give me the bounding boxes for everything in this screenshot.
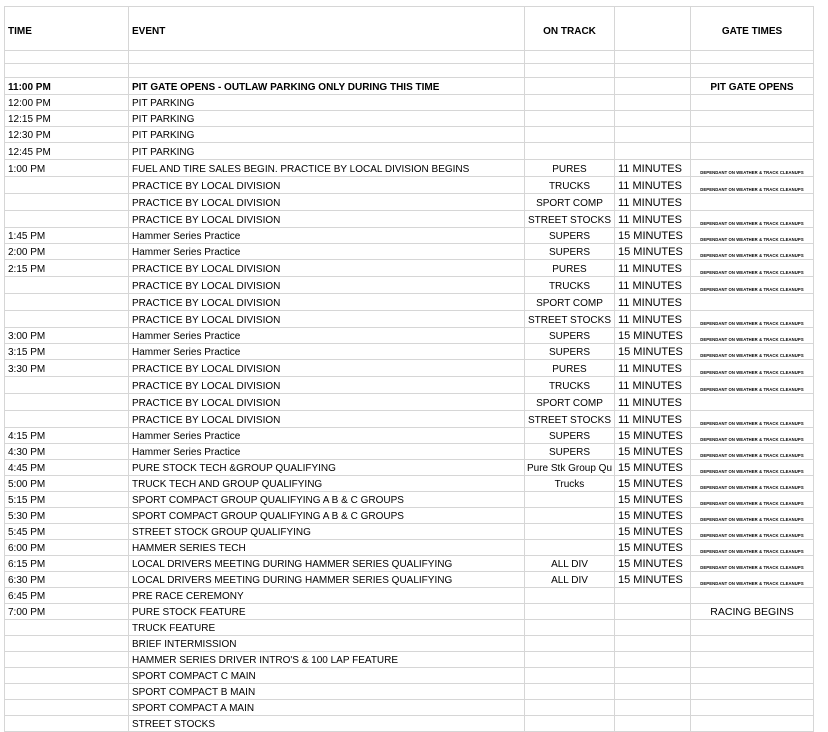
event-cell[interactable]: PRACTICE BY LOCAL DIVISION xyxy=(128,411,524,427)
time-cell[interactable]: 4:15 PM xyxy=(4,428,128,443)
event-cell[interactable]: Hammer Series Practice xyxy=(128,244,524,259)
event-cell[interactable]: HAMMER SERIES DRIVER INTRO'S & 100 LAP FEATURE xyxy=(128,652,524,667)
table-row xyxy=(4,260,814,277)
gate-time-cell[interactable]: DEPENDANT ON WEATHER & TRACK CLEANUPS xyxy=(690,492,814,507)
time-cell[interactable]: 6:00 PM xyxy=(4,540,128,555)
event-cell[interactable]: HAMMER SERIES TECH xyxy=(128,540,524,555)
duration-cell[interactable]: 15 MINUTES xyxy=(614,492,690,507)
duration-cell[interactable]: 11 MINUTES xyxy=(614,377,690,393)
table-row xyxy=(4,620,814,636)
time-cell[interactable] xyxy=(4,411,128,427)
gate-time-cell[interactable]: DEPENDANT ON WEATHER & TRACK CLEANUPS xyxy=(690,228,814,243)
event-cell[interactable]: SPORT COMPACT A MAIN xyxy=(128,700,524,715)
on-track-cell[interactable] xyxy=(524,51,614,63)
event-cell[interactable]: PRACTICE BY LOCAL DIVISION xyxy=(128,177,524,193)
duration-cell[interactable]: 11 MINUTES xyxy=(614,360,690,376)
time-cell[interactable]: 12:00 PM xyxy=(4,95,128,110)
duration-cell[interactable] xyxy=(614,716,690,731)
table-row xyxy=(4,95,814,111)
on-track-cell[interactable]: SUPERS xyxy=(524,328,614,343)
gate-time-cell[interactable] xyxy=(690,51,814,63)
duration-cell[interactable]: 15 MINUTES xyxy=(614,428,690,443)
event-cell[interactable]: PRE RACE CEREMONY xyxy=(128,588,524,603)
table-row xyxy=(4,344,814,360)
header-event[interactable]: EVENT xyxy=(128,7,524,50)
gate-time-cell[interactable]: DEPENDANT ON WEATHER & TRACK CLEANUPS xyxy=(690,377,814,393)
event-cell[interactable] xyxy=(128,64,524,77)
on-track-cell[interactable]: Trucks xyxy=(524,476,614,491)
on-track-cell[interactable]: ALL DIV xyxy=(524,556,614,571)
gate-time-cell[interactable] xyxy=(690,143,814,159)
event-cell[interactable]: PIT PARKING xyxy=(128,127,524,142)
table-row xyxy=(4,524,814,540)
gate-time-cell[interactable]: DEPENDANT ON WEATHER & TRACK CLEANUPS xyxy=(690,160,814,176)
table-row xyxy=(4,556,814,572)
gate-time-cell[interactable]: DEPENDANT ON WEATHER & TRACK CLEANUPS xyxy=(690,476,814,491)
gate-time-cell[interactable] xyxy=(690,95,814,110)
header-duration[interactable] xyxy=(614,7,690,50)
time-cell[interactable] xyxy=(4,652,128,667)
table-row xyxy=(4,377,814,394)
event-cell[interactable]: SPORT COMPACT GROUP QUALIFYING A B & C GROUPS xyxy=(128,492,524,507)
on-track-cell[interactable] xyxy=(524,604,614,619)
time-cell[interactable] xyxy=(4,377,128,393)
duration-cell[interactable] xyxy=(614,652,690,667)
header-gate-times[interactable]: GATE TIMES xyxy=(690,7,814,50)
event-cell[interactable]: TRUCK TECH AND GROUP QUALIFYING xyxy=(128,476,524,491)
on-track-cell[interactable] xyxy=(524,716,614,731)
time-cell[interactable] xyxy=(4,700,128,715)
table-row xyxy=(4,294,814,311)
event-cell[interactable]: PIT PARKING xyxy=(128,111,524,126)
gate-time-cell[interactable]: DEPENDANT ON WEATHER & TRACK CLEANUPS xyxy=(690,360,814,376)
gate-time-cell[interactable] xyxy=(690,636,814,651)
on-track-cell[interactable]: TRUCKS xyxy=(524,377,614,393)
gate-time-cell[interactable]: DEPENDANT ON WEATHER & TRACK CLEANUPS xyxy=(690,277,814,293)
event-cell[interactable]: PRACTICE BY LOCAL DIVISION xyxy=(128,377,524,393)
duration-cell[interactable] xyxy=(614,111,690,126)
header-row xyxy=(4,6,814,51)
on-track-cell[interactable]: SUPERS xyxy=(524,228,614,243)
header-on-track[interactable]: ON TRACK xyxy=(524,7,614,50)
time-cell[interactable] xyxy=(4,194,128,210)
on-track-cell[interactable]: SPORT COMP xyxy=(524,294,614,310)
table-row xyxy=(4,540,814,556)
on-track-cell[interactable] xyxy=(524,111,614,126)
on-track-cell[interactable] xyxy=(524,78,614,94)
on-track-cell[interactable] xyxy=(524,95,614,110)
table-row xyxy=(4,572,814,588)
gate-time-cell[interactable]: RACING BEGINS xyxy=(690,604,814,619)
time-cell[interactable]: 11:00 PM xyxy=(4,78,128,94)
time-cell[interactable] xyxy=(4,716,128,731)
on-track-cell[interactable]: PURES xyxy=(524,160,614,176)
on-track-cell[interactable] xyxy=(524,668,614,683)
on-track-cell[interactable] xyxy=(524,524,614,539)
table-row xyxy=(4,394,814,411)
event-cell[interactable]: PRACTICE BY LOCAL DIVISION xyxy=(128,194,524,210)
duration-cell[interactable]: 11 MINUTES xyxy=(614,294,690,310)
on-track-cell[interactable] xyxy=(524,540,614,555)
duration-cell[interactable]: 15 MINUTES xyxy=(614,476,690,491)
gate-time-cell[interactable] xyxy=(690,588,814,603)
schedule-sheet xyxy=(4,6,814,732)
gate-time-cell[interactable]: DEPENDANT ON WEATHER & TRACK CLEANUPS xyxy=(690,428,814,443)
event-cell[interactable]: PIT GATE OPENS - OUTLAW PARKING ONLY DURING THIS TIME xyxy=(128,78,524,94)
on-track-cell[interactable] xyxy=(524,588,614,603)
event-cell[interactable]: STREET STOCKS xyxy=(128,716,524,731)
table-row xyxy=(4,127,814,143)
table-row xyxy=(4,684,814,700)
time-cell[interactable]: 1:00 PM xyxy=(4,160,128,176)
table-row xyxy=(4,228,814,244)
time-cell[interactable]: 12:15 PM xyxy=(4,111,128,126)
duration-cell[interactable]: 11 MINUTES xyxy=(614,411,690,427)
event-cell[interactable]: LOCAL DRIVERS MEETING DURING HAMMER SERIES QUALIFYING xyxy=(128,572,524,587)
gate-time-cell[interactable]: DEPENDANT ON WEATHER & TRACK CLEANUPS xyxy=(690,572,814,587)
gate-time-cell[interactable]: DEPENDANT ON WEATHER & TRACK CLEANUPS xyxy=(690,244,814,259)
gate-time-cell[interactable]: DEPENDANT ON WEATHER & TRACK CLEANUPS xyxy=(690,344,814,359)
gate-time-cell[interactable]: DEPENDANT ON WEATHER & TRACK CLEANUPS xyxy=(690,524,814,539)
schedule-rows xyxy=(4,51,814,732)
header-time[interactable]: TIME xyxy=(4,7,128,50)
duration-cell[interactable] xyxy=(614,51,690,63)
event-cell[interactable]: PRACTICE BY LOCAL DIVISION xyxy=(128,294,524,310)
duration-cell[interactable]: 11 MINUTES xyxy=(614,194,690,210)
gate-time-cell[interactable] xyxy=(690,620,814,635)
duration-cell[interactable]: 15 MINUTES xyxy=(614,328,690,343)
time-cell[interactable]: 6:15 PM xyxy=(4,556,128,571)
on-track-cell[interactable]: SPORT COMP xyxy=(524,394,614,410)
duration-cell[interactable] xyxy=(614,604,690,619)
event-cell[interactable]: PRACTICE BY LOCAL DIVISION xyxy=(128,394,524,410)
table-row xyxy=(4,328,814,344)
time-cell[interactable]: 3:00 PM xyxy=(4,328,128,343)
table-row xyxy=(4,716,814,732)
table-row xyxy=(4,244,814,260)
table-row xyxy=(4,360,814,377)
gate-time-cell[interactable] xyxy=(690,111,814,126)
time-cell[interactable] xyxy=(4,294,128,310)
table-row xyxy=(4,143,814,160)
time-cell[interactable]: 6:30 PM xyxy=(4,572,128,587)
duration-cell[interactable]: 11 MINUTES xyxy=(614,211,690,227)
event-cell[interactable]: STREET STOCK GROUP QUALIFYING xyxy=(128,524,524,539)
time-cell[interactable]: 12:45 PM xyxy=(4,143,128,159)
table-row xyxy=(4,277,814,294)
time-cell[interactable]: 3:15 PM xyxy=(4,344,128,359)
time-cell[interactable] xyxy=(4,394,128,410)
on-track-cell[interactable] xyxy=(524,620,614,635)
on-track-cell[interactable] xyxy=(524,127,614,142)
duration-cell[interactable] xyxy=(614,95,690,110)
table-row xyxy=(4,64,814,78)
event-cell[interactable]: Hammer Series Practice xyxy=(128,228,524,243)
table-row xyxy=(4,194,814,211)
event-cell[interactable]: PRACTICE BY LOCAL DIVISION xyxy=(128,277,524,293)
on-track-cell[interactable] xyxy=(524,492,614,507)
time-cell[interactable] xyxy=(4,311,128,327)
event-cell[interactable]: Hammer Series Practice xyxy=(128,344,524,359)
gate-time-cell[interactable] xyxy=(690,684,814,699)
event-cell[interactable]: TRUCK FEATURE xyxy=(128,620,524,635)
time-cell[interactable] xyxy=(4,277,128,293)
time-cell[interactable]: 6:45 PM xyxy=(4,588,128,603)
gate-time-cell[interactable] xyxy=(690,394,814,410)
on-track-cell[interactable]: TRUCKS xyxy=(524,177,614,193)
event-cell[interactable]: PRACTICE BY LOCAL DIVISION xyxy=(128,211,524,227)
duration-cell[interactable]: 11 MINUTES xyxy=(614,394,690,410)
duration-cell[interactable] xyxy=(614,588,690,603)
time-cell[interactable]: 5:30 PM xyxy=(4,508,128,523)
table-row xyxy=(4,428,814,444)
duration-cell[interactable] xyxy=(614,668,690,683)
table-row xyxy=(4,700,814,716)
gate-time-cell[interactable] xyxy=(690,127,814,142)
duration-cell[interactable]: 15 MINUTES xyxy=(614,572,690,587)
duration-cell[interactable]: 11 MINUTES xyxy=(614,177,690,193)
time-cell[interactable]: 1:45 PM xyxy=(4,228,128,243)
on-track-cell[interactable]: STREET STOCKS xyxy=(524,411,614,427)
on-track-cell[interactable] xyxy=(524,64,614,77)
time-cell[interactable]: 5:15 PM xyxy=(4,492,128,507)
gate-time-cell[interactable]: DEPENDANT ON WEATHER & TRACK CLEANUPS xyxy=(690,411,814,427)
table-row xyxy=(4,160,814,177)
duration-cell[interactable]: 11 MINUTES xyxy=(614,260,690,276)
on-track-cell[interactable] xyxy=(524,508,614,523)
table-row xyxy=(4,604,814,620)
time-cell[interactable] xyxy=(4,51,128,63)
gate-time-cell[interactable]: DEPENDANT ON WEATHER & TRACK CLEANUPS xyxy=(690,260,814,276)
duration-cell[interactable] xyxy=(614,684,690,699)
on-track-cell[interactable] xyxy=(524,636,614,651)
duration-cell[interactable] xyxy=(614,78,690,94)
table-row xyxy=(4,78,814,95)
time-cell[interactable] xyxy=(4,211,128,227)
time-cell[interactable]: 3:30 PM xyxy=(4,360,128,376)
gate-time-cell[interactable]: DEPENDANT ON WEATHER & TRACK CLEANUPS xyxy=(690,540,814,555)
event-cell[interactable]: PRACTICE BY LOCAL DIVISION xyxy=(128,260,524,276)
duration-cell[interactable] xyxy=(614,127,690,142)
on-track-cell[interactable]: SUPERS xyxy=(524,444,614,459)
on-track-cell[interactable]: STREET STOCKS xyxy=(524,211,614,227)
table-row xyxy=(4,311,814,328)
table-row xyxy=(4,411,814,428)
on-track-cell[interactable] xyxy=(524,684,614,699)
gate-time-cell[interactable] xyxy=(690,668,814,683)
event-cell[interactable]: LOCAL DRIVERS MEETING DURING HAMMER SERIES QUALIFYING xyxy=(128,556,524,571)
gate-time-cell[interactable]: DEPENDANT ON WEATHER & TRACK CLEANUPS xyxy=(690,508,814,523)
table-row xyxy=(4,636,814,652)
event-cell[interactable]: Hammer Series Practice xyxy=(128,328,524,343)
time-cell[interactable]: 4:45 PM xyxy=(4,460,128,475)
event-cell[interactable]: PIT PARKING xyxy=(128,143,524,159)
event-cell[interactable] xyxy=(128,51,524,63)
gate-time-cell[interactable]: DEPENDANT ON WEATHER & TRACK CLEANUPS xyxy=(690,444,814,459)
table-row xyxy=(4,668,814,684)
gate-time-cell[interactable] xyxy=(690,64,814,77)
gate-time-cell[interactable]: DEPENDANT ON WEATHER & TRACK CLEANUPS xyxy=(690,556,814,571)
on-track-cell[interactable]: STREET STOCKS xyxy=(524,311,614,327)
table-row xyxy=(4,211,814,228)
gate-time-cell[interactable] xyxy=(690,294,814,310)
time-cell[interactable]: 7:00 PM xyxy=(4,604,128,619)
on-track-cell[interactable]: SUPERS xyxy=(524,244,614,259)
on-track-cell[interactable]: SUPERS xyxy=(524,428,614,443)
duration-cell[interactable]: 11 MINUTES xyxy=(614,277,690,293)
on-track-cell[interactable]: ALL DIV xyxy=(524,572,614,587)
duration-cell[interactable]: 15 MINUTES xyxy=(614,460,690,475)
gate-time-cell[interactable]: DEPENDANT ON WEATHER & TRACK CLEANUPS xyxy=(690,311,814,327)
time-cell[interactable]: 5:00 PM xyxy=(4,476,128,491)
table-row xyxy=(4,652,814,668)
time-cell[interactable]: 5:45 PM xyxy=(4,524,128,539)
event-cell[interactable]: Hammer Series Practice xyxy=(128,444,524,459)
time-cell[interactable]: 2:00 PM xyxy=(4,244,128,259)
on-track-cell[interactable]: Pure Stk Group Qu xyxy=(524,460,614,475)
time-cell[interactable] xyxy=(4,177,128,193)
table-row xyxy=(4,588,814,604)
gate-time-cell[interactable] xyxy=(690,194,814,210)
table-row xyxy=(4,460,814,476)
gate-time-cell[interactable] xyxy=(690,716,814,731)
time-cell[interactable] xyxy=(4,620,128,635)
time-cell[interactable]: 12:30 PM xyxy=(4,127,128,142)
gate-time-cell[interactable] xyxy=(690,700,814,715)
table-row xyxy=(4,177,814,194)
event-cell[interactable]: SPORT COMPACT C MAIN xyxy=(128,668,524,683)
time-cell[interactable]: 2:15 PM xyxy=(4,260,128,276)
table-row xyxy=(4,51,814,64)
table-row xyxy=(4,508,814,524)
event-cell[interactable]: SPORT COMPACT B MAIN xyxy=(128,684,524,699)
on-track-cell[interactable]: SPORT COMP xyxy=(524,194,614,210)
gate-time-cell[interactable]: DEPENDANT ON WEATHER & TRACK CLEANUPS xyxy=(690,328,814,343)
on-track-cell[interactable] xyxy=(524,652,614,667)
on-track-cell[interactable]: PURES xyxy=(524,260,614,276)
duration-cell[interactable]: 11 MINUTES xyxy=(614,160,690,176)
table-row xyxy=(4,476,814,492)
time-cell[interactable] xyxy=(4,684,128,699)
time-cell[interactable] xyxy=(4,64,128,77)
event-cell[interactable]: PURE STOCK FEATURE xyxy=(128,604,524,619)
table-row xyxy=(4,492,814,508)
event-cell[interactable]: SPORT COMPACT GROUP QUALIFYING A B & C GROUPS xyxy=(128,508,524,523)
event-cell[interactable]: PURE STOCK TECH &GROUP QUALIFYING xyxy=(128,460,524,475)
gate-time-cell[interactable] xyxy=(690,652,814,667)
duration-cell[interactable]: 15 MINUTES xyxy=(614,244,690,259)
on-track-cell[interactable]: PURES xyxy=(524,360,614,376)
duration-cell[interactable]: 15 MINUTES xyxy=(614,556,690,571)
duration-cell[interactable]: 15 MINUTES xyxy=(614,444,690,459)
duration-cell[interactable]: 15 MINUTES xyxy=(614,344,690,359)
duration-cell[interactable] xyxy=(614,143,690,159)
gate-time-cell[interactable]: DEPENDANT ON WEATHER & TRACK CLEANUPS xyxy=(690,211,814,227)
time-cell[interactable]: 4:30 PM xyxy=(4,444,128,459)
on-track-cell[interactable] xyxy=(524,700,614,715)
on-track-cell[interactable] xyxy=(524,143,614,159)
event-cell[interactable]: BRIEF INTERMISSION xyxy=(128,636,524,651)
event-cell[interactable]: PRACTICE BY LOCAL DIVISION xyxy=(128,360,524,376)
event-cell[interactable]: Hammer Series Practice xyxy=(128,428,524,443)
gate-time-cell[interactable]: DEPENDANT ON WEATHER & TRACK CLEANUPS xyxy=(690,177,814,193)
duration-cell[interactable] xyxy=(614,636,690,651)
table-row xyxy=(4,444,814,460)
duration-cell[interactable]: 15 MINUTES xyxy=(614,540,690,555)
gate-time-cell[interactable]: PIT GATE OPENS xyxy=(690,78,814,94)
duration-cell[interactable] xyxy=(614,700,690,715)
duration-cell[interactable]: 15 MINUTES xyxy=(614,508,690,523)
duration-cell[interactable]: 15 MINUTES xyxy=(614,228,690,243)
on-track-cell[interactable]: TRUCKS xyxy=(524,277,614,293)
event-cell[interactable]: FUEL AND TIRE SALES BEGIN. PRACTICE BY LOCAL DIVISION BEGINS xyxy=(128,160,524,176)
duration-cell[interactable]: 15 MINUTES xyxy=(614,524,690,539)
time-cell[interactable] xyxy=(4,668,128,683)
event-cell[interactable]: PIT PARKING xyxy=(128,95,524,110)
table-row xyxy=(4,111,814,127)
duration-cell[interactable] xyxy=(614,64,690,77)
time-cell[interactable] xyxy=(4,636,128,651)
on-track-cell[interactable]: SUPERS xyxy=(524,344,614,359)
event-cell[interactable]: PRACTICE BY LOCAL DIVISION xyxy=(128,311,524,327)
duration-cell[interactable] xyxy=(614,620,690,635)
gate-time-cell[interactable]: DEPENDANT ON WEATHER & TRACK CLEANUPS xyxy=(690,460,814,475)
duration-cell[interactable]: 11 MINUTES xyxy=(614,311,690,327)
